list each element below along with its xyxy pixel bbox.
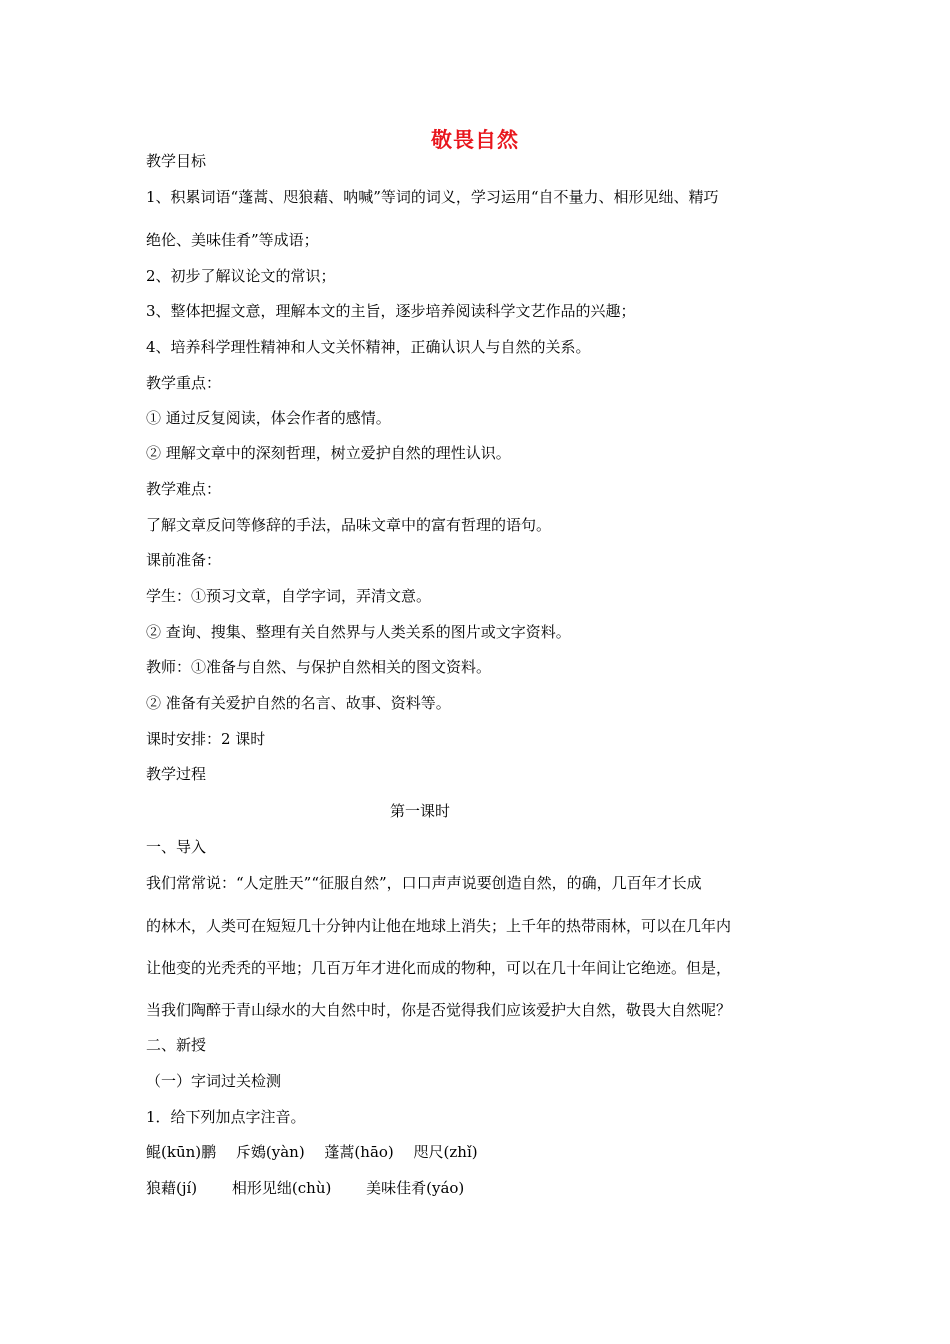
document-title: 敬畏自然 (431, 128, 519, 152)
goal-4: 4、培养科学理性精神和人文关怀精神，正确认识人与自然的关系。 (146, 338, 591, 356)
subsection-vocabulary: （一）字词过关检测 (146, 1072, 282, 1090)
teacher-prep-2: ② 准备有关爱护自然的名言、故事、资料等。 (146, 694, 451, 712)
goal-3: 3、整体把握文意，理解本文的主旨，逐步培养阅读科学文艺作品的兴趣； (146, 302, 636, 320)
intro-line-2: 的林木，人类可在短短几十分钟内让他在地球上消失；上千年的热带雨林，可以在几年内 (146, 917, 732, 935)
section-introduction: 一、导入 (146, 838, 207, 856)
intro-line-4: 当我们陶醉于青山绿水的大自然中时，你是否觉得我们应该爱护大自然，敬畏大自然呢？ (146, 1001, 732, 1019)
goal-2: 2、初步了解议论文的常识； (146, 267, 336, 285)
lesson-one-heading: 第一课时 (389, 802, 450, 820)
heading-teaching-process: 教学过程 (146, 765, 207, 783)
intro-line-1: 我们常常说：“人定胜天”“征服自然”，口口声声说要创造自然，的确，几百年才长成 (146, 874, 702, 892)
heading-key-points: 教学重点： (146, 374, 222, 392)
heading-teaching-goals: 教学目标 (146, 152, 207, 170)
lesson-arrangement: 课时安排：2 课时 (146, 730, 266, 748)
key-point-1: ① 通过反复阅读，体会作者的感情。 (146, 409, 391, 427)
heading-preparation: 课前准备： (146, 551, 222, 569)
difficulty-1: 了解文章反问等修辞的手法，品味文章中的富有哲理的语句。 (146, 516, 552, 534)
key-point-2: ② 理解文章中的深刻哲理，树立爱护自然的理性认识。 (146, 444, 511, 462)
pinyin-row-2: 狼藉(jí) 相形见绌(chù) 美味佳肴(yáo) (146, 1179, 465, 1197)
goal-1-line-2: 绝伦、美味佳肴”等成语； (146, 231, 319, 249)
intro-line-3: 让他变的光秃秃的平地；几百万年才进化而成的物种，可以在几十年间让它绝迹。但是， (146, 959, 732, 977)
goal-1-line-1: 1、积累词语“蓬蒿、咫狼藉、呐喊”等词的词义，学习运用“自不量力、相形见绌、精巧 (146, 188, 719, 206)
student-prep-1: 学生：①预习文章，自学字词，弄清文意。 (146, 587, 432, 605)
student-prep-2: ② 查询、搜集、整理有关自然界与人类关系的图片或文字资料。 (146, 623, 571, 641)
heading-difficulties: 教学难点： (146, 480, 222, 498)
section-new-lesson: 二、新授 (146, 1036, 207, 1054)
exercise-1: 1．给下列加点字注音。 (146, 1108, 306, 1126)
teacher-prep-1: 教师：①准备与自然、与保护自然相关的图文资料。 (146, 658, 492, 676)
pinyin-row-1: 鲲(kūn)鹏 斥鴳(yàn) 蓬蒿(hāo) 咫尺(zhǐ) (146, 1143, 478, 1161)
